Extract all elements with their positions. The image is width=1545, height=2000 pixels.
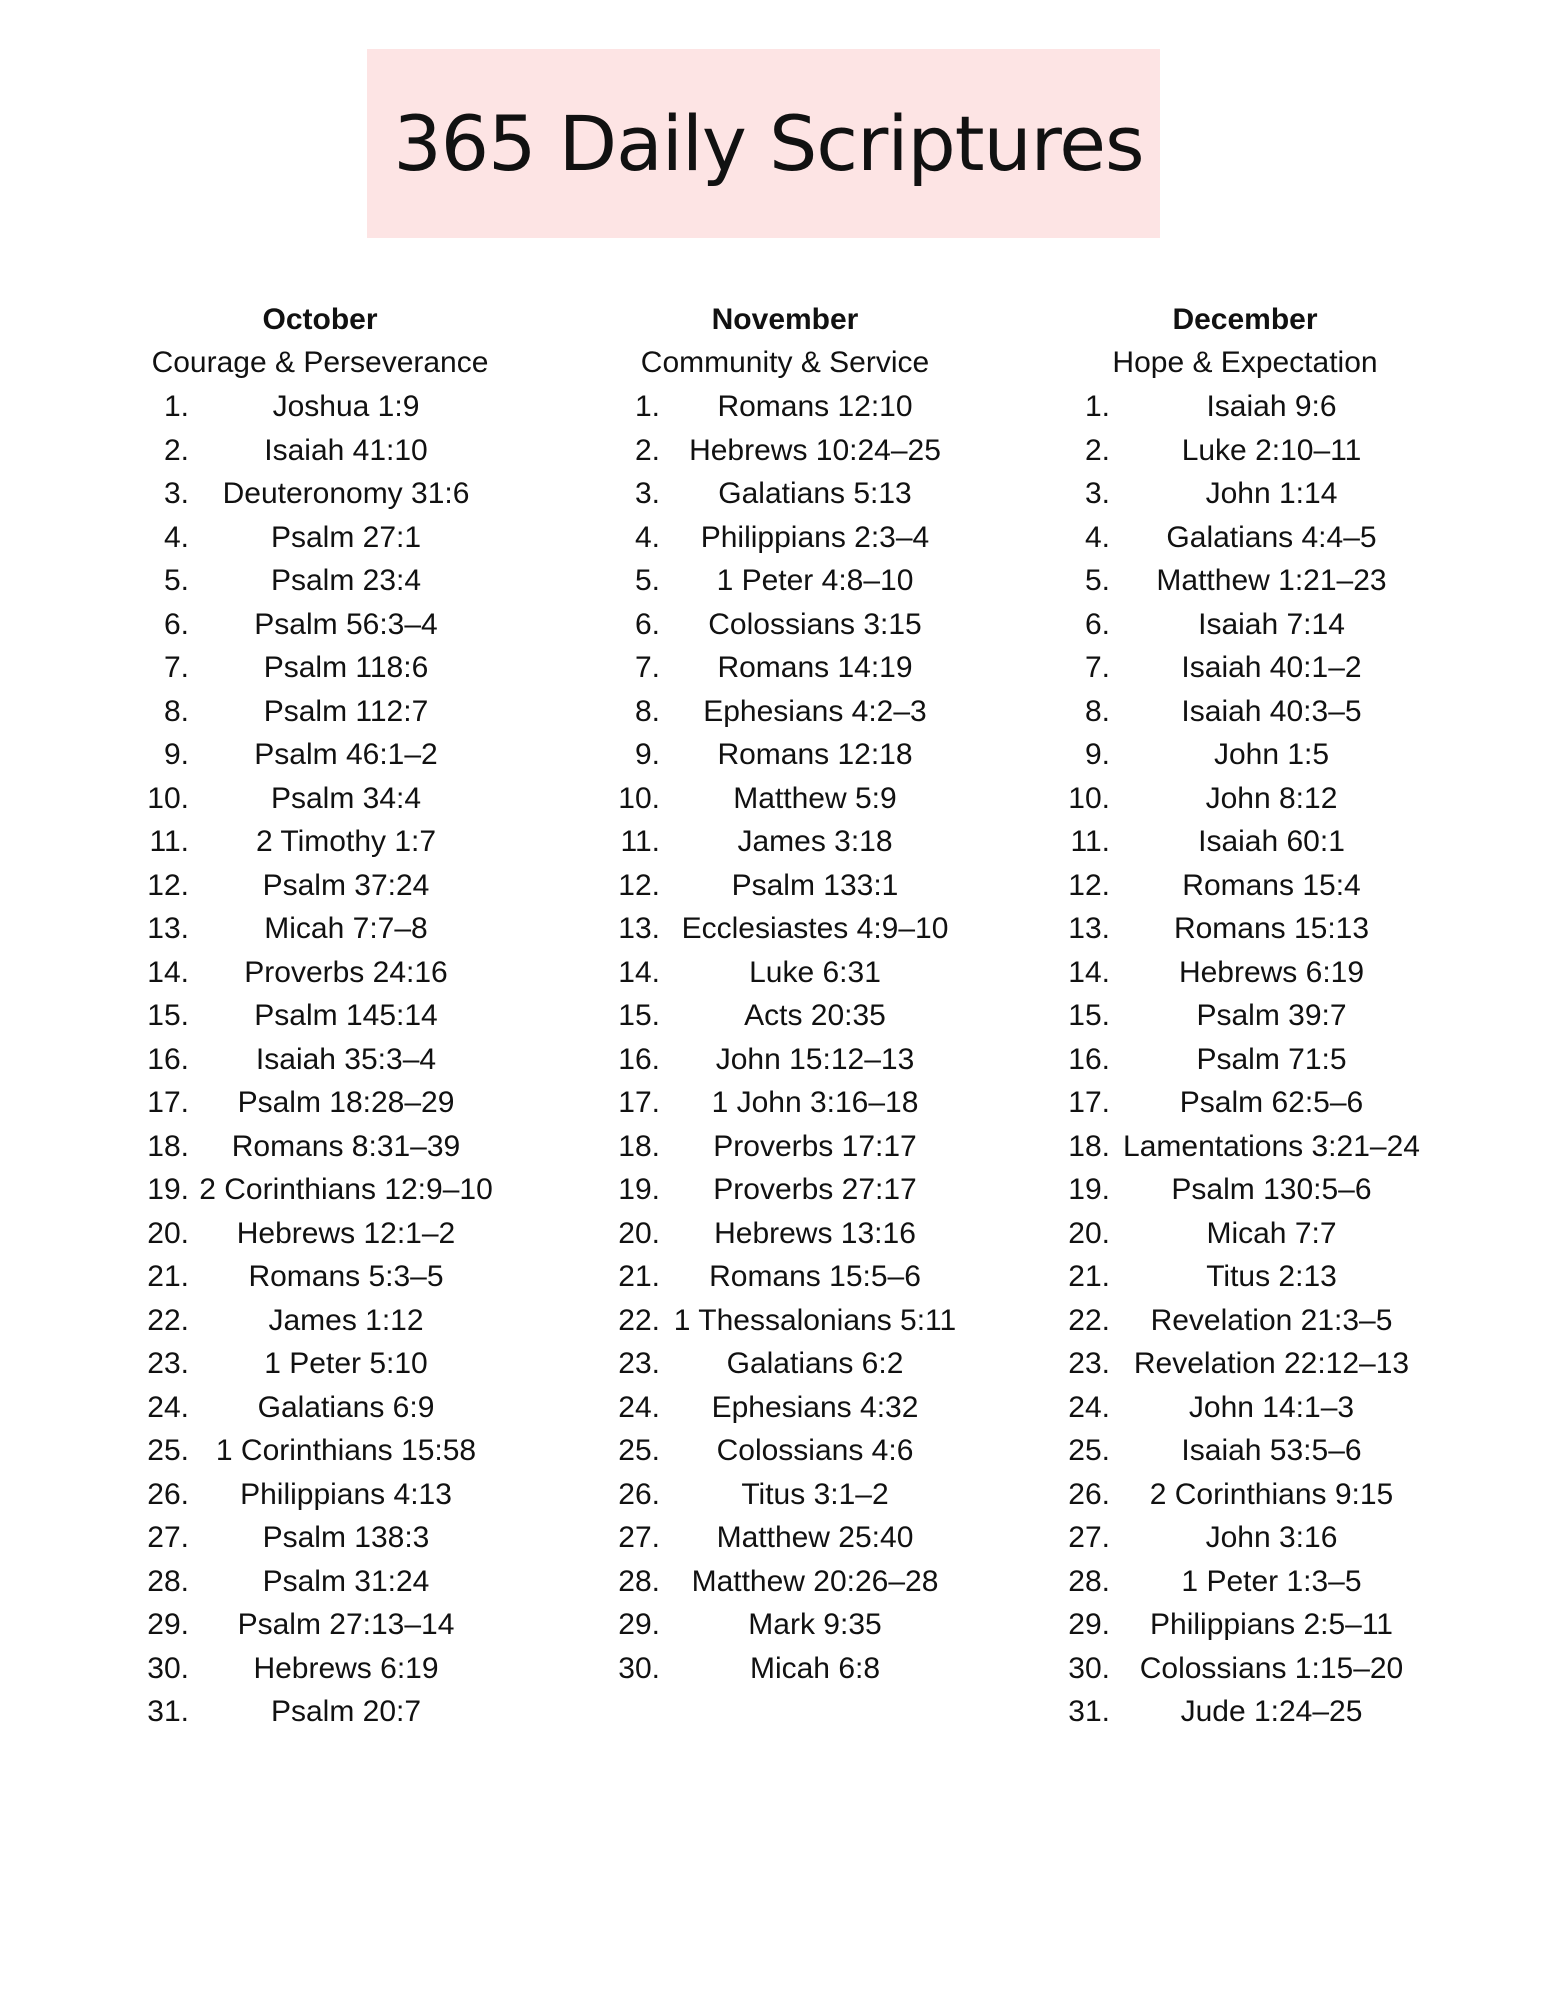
scripture-reference: Ephesians 4:2–3 [703,694,927,728]
scripture-entry [1055,951,1435,995]
scripture-reference: Psalm 133:1 [731,868,899,902]
scripture-entry [1055,690,1435,734]
scripture-entry [1055,1299,1435,1343]
scripture-list [600,385,970,1690]
scripture-reference: James 3:18 [737,825,893,858]
scripture-entry [600,559,970,603]
scripture-reference: Galatians 5:13 [718,477,912,510]
month-theme: Hope & Expectation [1112,346,1378,379]
scripture-entry [1055,1386,1435,1430]
scripture-reference: Romans 12:18 [717,738,913,771]
scripture-entry [135,1212,505,1256]
scripture-entry [135,1473,505,1517]
scripture-reference: Romans 5:3–5 [248,1260,444,1293]
scripture-reference: 1 John 3:16–18 [711,1086,919,1119]
scripture-entry [1055,1429,1435,1473]
scripture-entry [1055,864,1435,908]
scripture-reference: Psalm 23:4 [270,564,422,597]
scripture-entry [600,777,970,821]
entry-number: 13. [147,912,189,945]
scripture-reference: Psalm 71:5 [1196,1042,1347,1076]
scripture-reference: Micah 7:7–8 [264,912,428,945]
entry-number: 14. [147,955,189,989]
scripture-reference: Psalm 27:13–14 [237,1608,455,1641]
scripture-entry [135,864,505,908]
entry-number: 11. [620,825,660,858]
entry-number: 21. [147,1260,189,1293]
entry-number: 16. [618,1042,660,1076]
scripture-entry [1055,1081,1435,1125]
entry-number: 1. [1084,390,1110,423]
scripture-entry [600,1473,970,1517]
scripture-reference: Psalm 27:1 [270,520,422,554]
scripture-entry [1055,429,1435,473]
scripture-reference: Hebrews 13:16 [714,1216,916,1250]
scripture-entry [600,820,970,864]
entry-number: 6. [1084,607,1110,641]
entry-number: 21. [618,1260,660,1293]
entry-number: 10. [1068,781,1110,815]
scripture-entry [135,994,505,1038]
scripture-reference: Psalm 56:3–4 [254,607,438,641]
entry-number: 17. [147,1086,189,1119]
entry-number: 22. [618,1303,660,1337]
scripture-entry [1055,603,1435,647]
entry-number: 24. [618,1390,660,1424]
scripture-reference: Matthew 20:26–28 [691,1564,939,1598]
entry-number: 27. [618,1521,660,1554]
scripture-entry [1055,1125,1435,1169]
scripture-entry [600,1386,970,1430]
scripture-entry [1055,733,1435,777]
month-name: November [711,303,859,336]
scripture-reference: Psalm 138:3 [262,1521,430,1554]
month-theme: Community & Service [640,346,930,379]
scripture-reference: Psalm 39:7 [1196,999,1347,1032]
page-title: 365 Daily Scriptures [393,99,1144,188]
entry-number: 18. [618,1129,660,1163]
scripture-reference: Philippians 2:3–4 [700,520,930,554]
month-name: December [1172,303,1318,336]
scripture-entry [135,1125,505,1169]
scripture-reference: Philippians 2:5–11 [1150,1608,1393,1641]
scripture-entry [600,1168,970,1212]
scripture-entry [135,646,505,690]
scripture-list [135,385,505,1734]
scripture-entry [600,733,970,777]
entry-number: 28. [1068,1564,1110,1598]
scripture-reference: Galatians 6:9 [257,1390,435,1424]
scripture-entry [1055,385,1435,429]
entry-number: 15. [147,999,189,1032]
month-name: October [262,303,378,336]
entry-number: 1. [163,390,189,423]
scripture-entry [135,1560,505,1604]
scripture-entry [600,994,970,1038]
scripture-entry [600,1038,970,1082]
entry-number: 8. [634,694,660,728]
scripture-reference: Psalm 118:6 [263,651,429,684]
entry-number: 2. [634,433,660,467]
scripture-reference: Micah 6:8 [749,1651,881,1685]
scripture-entry [600,951,970,995]
scripture-reference: Matthew 5:9 [733,781,897,815]
scripture-entry [600,1429,970,1473]
scripture-entry [1055,646,1435,690]
scripture-entry [135,472,505,516]
scripture-reference: Hebrews 10:24–25 [689,433,941,467]
scripture-reference: Ecclesiastes 4:9–10 [681,912,949,945]
scripture-entry [135,603,505,647]
entry-number: 25. [1068,1434,1110,1467]
scripture-entry [600,646,970,690]
scripture-entry [600,516,970,560]
scripture-reference: Jude 1:24–25 [1180,1695,1363,1728]
scripture-reference: Psalm 31:24 [262,1564,430,1598]
scripture-reference: John 3:16 [1205,1521,1338,1554]
entry-number: 17. [618,1086,660,1119]
scripture-entry [135,1299,505,1343]
scripture-entry [1055,472,1435,516]
scripture-reference: Acts 20:35 [744,999,886,1032]
scripture-entry [135,1386,505,1430]
scripture-reference: Hebrews 12:1–2 [236,1216,456,1250]
entry-number: 5. [1084,564,1110,597]
entry-number: 25. [147,1434,189,1467]
entry-number: 5. [163,564,189,597]
entry-number: 7. [634,651,660,684]
entry-number: 23. [1068,1347,1110,1380]
entry-number: 26. [1068,1477,1110,1511]
scripture-reference: John 15:12–13 [715,1042,915,1076]
entry-number: 29. [618,1608,660,1641]
entry-number: 9. [1084,738,1110,771]
scripture-entry [135,1168,505,1212]
entry-number: 19. [618,1173,660,1206]
scripture-reference: Romans 14:19 [717,651,913,684]
scripture-reference: Isaiah 53:5–6 [1181,1434,1362,1467]
scripture-entry [135,907,505,951]
scripture-reference: Hebrews 6:19 [1178,955,1365,989]
entry-number: 2. [163,433,189,467]
entry-number: 19. [147,1173,189,1206]
scripture-reference: Proverbs 24:16 [244,955,448,989]
scripture-entry [600,907,970,951]
entry-number: 27. [1068,1521,1110,1554]
scripture-entry [1055,1647,1435,1691]
scripture-reference: 2 Corinthians 9:15 [1149,1477,1394,1511]
entry-number: 8. [163,694,189,728]
entry-number: 29. [1068,1608,1110,1641]
scripture-reference: Romans 15:5–6 [709,1260,921,1293]
scripture-entry [135,429,505,473]
scripture-reference: Galatians 4:4–5 [1166,520,1377,554]
entry-number: 26. [618,1477,660,1511]
entry-number: 30. [1068,1651,1110,1685]
scripture-entry [1055,777,1435,821]
scripture-reference: Romans 12:10 [717,390,913,423]
scripture-entry [135,1342,505,1386]
scripture-reference: Luke 6:31 [749,955,881,989]
scripture-reference: Revelation 21:3–5 [1150,1303,1393,1337]
scripture-reference: Psalm 112:7 [263,694,429,728]
scripture-reference: 1 Peter 1:3–5 [1181,1564,1362,1598]
entry-number: 28. [147,1564,189,1598]
entry-number: 8. [1084,694,1110,728]
scripture-reference: Luke 2:10–11 [1181,433,1362,467]
entry-number: 3. [163,477,189,510]
scripture-reference: Psalm 18:28–29 [237,1086,455,1119]
entry-number: 3. [634,477,660,510]
scripture-entry [135,559,505,603]
scripture-reference: Psalm 130:5–6 [1171,1173,1372,1206]
scripture-entry [1055,994,1435,1038]
scripture-reference: Isaiah 60:1 [1198,825,1345,858]
entry-number: 4. [163,520,189,554]
scripture-reference: Deuteronomy 31:6 [222,477,470,510]
scripture-reference: Colossians 3:15 [708,607,922,641]
scripture-reference: Colossians 4:6 [716,1434,914,1467]
entry-number: 18. [1068,1129,1110,1163]
entry-number: 11. [149,825,189,858]
entry-number: 12. [618,868,660,902]
title-banner [367,49,1160,238]
scripture-entry [1055,1342,1435,1386]
scripture-reference: Isaiah 7:14 [1198,607,1345,641]
scripture-entry [600,429,970,473]
scripture-entry [135,690,505,734]
entry-number: 16. [147,1042,189,1076]
scripture-reference: Titus 2:13 [1206,1260,1337,1293]
entry-number: 9. [163,738,189,771]
scripture-reference: Psalm 46:1–2 [254,738,438,771]
scripture-reference: John 1:5 [1213,738,1330,771]
scripture-reference: John 8:12 [1205,781,1338,815]
scripture-reference: Colossians 1:15–20 [1139,1651,1404,1685]
scripture-reference: James 1:12 [268,1303,424,1337]
scripture-reference: Isaiah 40:1–2 [1181,651,1362,684]
scripture-reference: Romans 8:31–39 [231,1129,461,1163]
scripture-entry [135,1647,505,1691]
entry-number: 18. [147,1129,189,1163]
entry-number: 7. [1084,651,1110,684]
scripture-entry [135,951,505,995]
scripture-reference: Psalm 62:5–6 [1179,1086,1364,1119]
scripture-entry [135,777,505,821]
entry-number: 7. [163,651,189,684]
entry-number: 30. [147,1651,189,1685]
entry-number: 30. [618,1651,660,1685]
scripture-reference: 2 Timothy 1:7 [255,825,437,858]
scripture-entry [600,1212,970,1256]
scripture-reference: Micah 7:7 [1206,1216,1337,1250]
scripture-reference: Philippians 4:13 [240,1477,452,1511]
entry-number: 1. [634,390,660,423]
scripture-entry [1055,1560,1435,1604]
scripture-entry [1055,1038,1435,1082]
scripture-entry [600,1647,970,1691]
entry-number: 15. [618,999,660,1032]
entry-number: 13. [618,912,660,945]
entry-number: 13. [1068,912,1110,945]
entry-number: 20. [147,1216,189,1250]
scripture-entry [1055,907,1435,951]
scripture-entry [135,820,505,864]
scripture-reference: Psalm 20:7 [270,1695,422,1728]
scripture-reference: Ephesians 4:32 [711,1390,919,1424]
entry-number: 21. [1068,1260,1110,1293]
scripture-entry [600,1125,970,1169]
scripture-list [1055,385,1435,1734]
scripture-entry [600,472,970,516]
scripture-entry [600,385,970,429]
scripture-entry [600,1299,970,1343]
entry-number: 2. [1084,433,1110,467]
entry-number: 31. [147,1695,189,1728]
entry-number: 27. [147,1521,189,1554]
scripture-reference: Proverbs 17:17 [713,1129,917,1163]
scripture-reference: Psalm 145:14 [254,999,438,1032]
scripture-reference: 2 Corinthians 12:9–10 [199,1173,493,1206]
scripture-reference: Isaiah 35:3–4 [255,1042,437,1076]
entry-number: 29. [147,1608,189,1641]
scripture-reference: Psalm 34:4 [270,781,422,815]
scripture-entry [135,1516,505,1560]
scripture-reference: 1 Peter 4:8–10 [716,564,914,597]
scripture-reference: Mark 9:35 [748,1608,882,1641]
entry-number: 26. [147,1477,189,1511]
scripture-reference: Matthew 1:21–23 [1156,564,1387,597]
scripture-reference: 1 Corinthians 15:58 [215,1434,477,1467]
entry-number: 28. [618,1564,660,1598]
scripture-entry [135,1038,505,1082]
scripture-entry [135,516,505,560]
entry-number: 10. [618,781,660,815]
scripture-entry [1055,559,1435,603]
scripture-entry [135,1429,505,1473]
entry-number: 22. [147,1303,189,1337]
scripture-reference: Romans 15:13 [1173,912,1370,945]
scripture-entry [600,1516,970,1560]
scripture-reference: Isaiah 40:3–5 [1181,694,1362,728]
scripture-reference: Isaiah 9:6 [1206,390,1337,423]
scripture-entry [600,1560,970,1604]
scripture-reference: Titus 3:1–2 [741,1477,889,1511]
scripture-entry [600,1081,970,1125]
entry-number: 19. [1068,1173,1110,1206]
scripture-entry [135,1603,505,1647]
scripture-reference: Romans 15:4 [1182,868,1361,902]
scripture-entry [600,1603,970,1647]
entry-number: 4. [1084,520,1110,554]
entry-number: 23. [147,1347,189,1380]
scripture-reference: Proverbs 27:17 [713,1173,917,1206]
scripture-entry [135,1690,505,1734]
entry-number: 14. [618,955,660,989]
entry-number: 12. [1068,868,1110,902]
entry-number: 22. [1068,1303,1110,1337]
entry-number: 20. [1068,1216,1110,1250]
entry-number: 4. [634,520,660,554]
scripture-reference: Matthew 25:40 [716,1521,914,1554]
scripture-reference: Revelation 22:12–13 [1133,1347,1410,1380]
entry-number: 5. [634,564,660,597]
scripture-reference: 1 Thessalonians 5:11 [673,1303,957,1337]
scripture-reference: Lamentations 3:21–24 [1123,1129,1420,1163]
scripture-entry [1055,1168,1435,1212]
entry-number: 25. [618,1434,660,1467]
entry-number: 31. [1068,1695,1110,1728]
scripture-entry [600,1342,970,1386]
entry-number: 6. [163,607,189,641]
scripture-entry [1055,1603,1435,1647]
scripture-entry [600,864,970,908]
scripture-entry [1055,1516,1435,1560]
entry-number: 10. [147,781,189,815]
entry-number: 15. [1068,999,1110,1032]
entry-number: 24. [147,1390,189,1424]
scripture-reference: John 14:1–3 [1188,1390,1355,1424]
entry-number: 24. [1068,1390,1110,1424]
scripture-entry [1055,1212,1435,1256]
scripture-reference: John 1:14 [1205,477,1338,510]
scripture-reference: 1 Peter 5:10 [264,1347,428,1380]
month-theme: Courage & Perseverance [151,346,489,379]
scripture-entry [1055,1473,1435,1517]
entry-number: 14. [1068,955,1110,989]
entry-number: 3. [1084,477,1110,510]
scripture-entry [135,385,505,429]
scripture-entry [1055,820,1435,864]
scripture-reference: Psalm 37:24 [262,868,430,902]
scripture-entry [1055,1255,1435,1299]
entry-number: 17. [1068,1086,1110,1119]
entry-number: 9. [634,738,660,771]
entry-number: 11. [1070,825,1110,858]
entry-number: 16. [1068,1042,1110,1076]
scripture-reference: Joshua 1:9 [272,390,420,423]
entry-number: 12. [147,868,189,902]
entry-number: 6. [634,607,660,641]
scripture-entry [1055,516,1435,560]
scripture-entry [1055,1690,1435,1734]
scripture-entry [135,1081,505,1125]
scripture-reference: Galatians 6:2 [726,1347,904,1380]
scripture-entry [600,603,970,647]
scripture-reference: Isaiah 41:10 [264,433,428,467]
scripture-entry [600,690,970,734]
scripture-entry [135,733,505,777]
entry-number: 23. [618,1347,660,1380]
scripture-entry [600,1255,970,1299]
entry-number: 20. [618,1216,660,1250]
scripture-reference: Hebrews 6:19 [253,1651,439,1685]
scripture-entry [135,1255,505,1299]
